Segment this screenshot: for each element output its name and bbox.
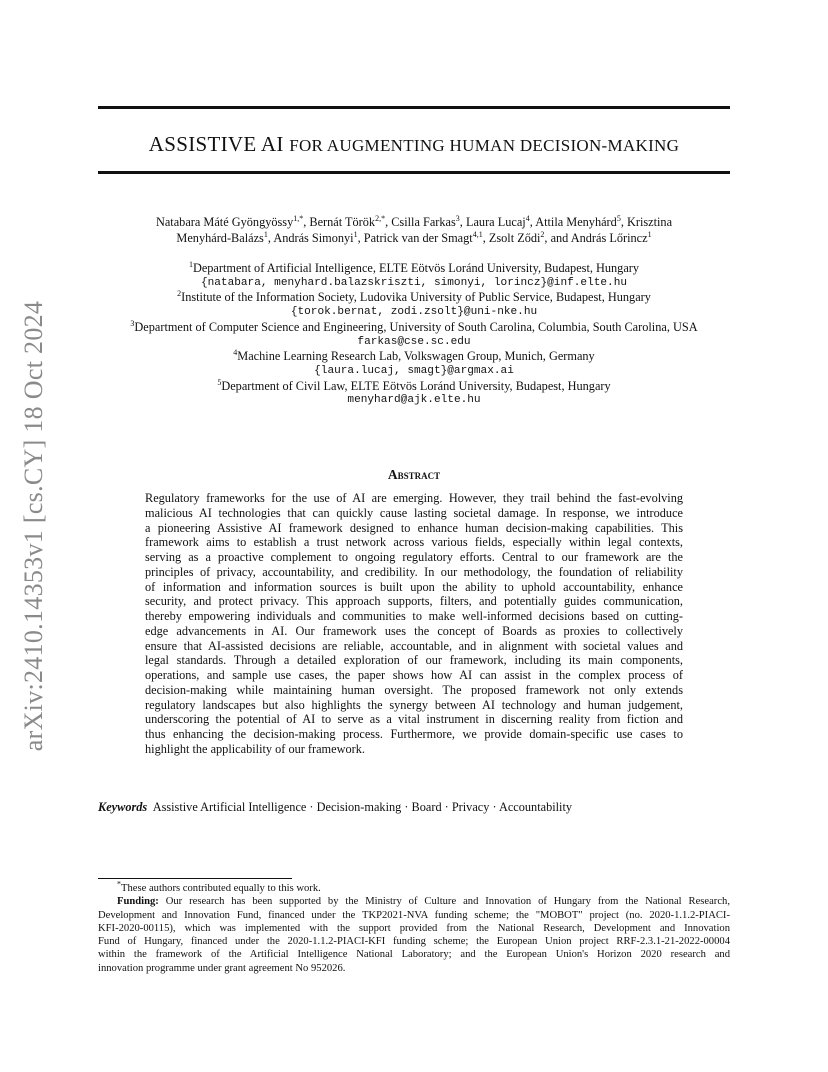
abstract-line: ensure that AI-assisted decisions are reliable, accountable, and in alignment with societal values and xyxy=(145,638,683,653)
author-name: Zsolt Ződi xyxy=(488,231,541,245)
keywords-text: Assistive Artificial Intelligence · Decision-making · Board · Privacy · Accountability xyxy=(152,800,573,814)
affiliation-email: menyhard@ajk.elte.hu xyxy=(347,394,481,407)
affiliation-mark: 1 xyxy=(188,259,193,269)
affiliation-text: Department of Computer Science and Engineering, University of South Carolina, Columbia, South Carolina, USA xyxy=(134,319,698,334)
abstract-line: underscoring the potential of AI to serve as a vital instrument in discerning reality from fiction and xyxy=(145,712,683,727)
abstract-heading: Abstract xyxy=(387,467,441,482)
author-name: Attila Menyhárd xyxy=(535,215,617,229)
author-affil-mark: 4,1 xyxy=(472,229,483,239)
author-affil-mark: 2,* xyxy=(375,213,386,223)
abstract-line: thereby empowering individuals and communities to make well-informed decisions based on cutting- xyxy=(145,609,683,623)
abstract-line: security, and protect privacy. This approach supports, filters, and potentially guides communication, xyxy=(145,594,683,609)
affiliation-name xyxy=(98,379,730,394)
author-name: András Lőrincz xyxy=(570,231,648,245)
keywords xyxy=(98,800,572,815)
affiliation-email: {natabara, menyhard.balazskriszti, simonyi, lorincz}@inf.elte.hu xyxy=(200,276,628,289)
footnote-equal-contribution xyxy=(98,879,730,895)
footnote-funding-line: Development and Innovation Fund, financed under the TKP2021-NVA funding scheme; the "MOBOT" project (no. 2020-1.1.2-PIACI- xyxy=(98,909,730,921)
author-conjunction: and xyxy=(550,231,569,245)
abstract-line: thus enhancing the decision-making process. Furthermore, we provide domain-specific use cases to xyxy=(145,727,683,741)
author-name: Bernát Török xyxy=(309,215,376,229)
author-name: Laura Lucaj xyxy=(465,215,526,229)
affiliation-text: Department of Artificial Intelligence, ELTE Eötvös Loránd University, Budapest, Hungary xyxy=(192,261,640,275)
abstract-line: decision-making while maintaining human oversight. The proposed framework not only extends xyxy=(145,682,683,697)
title-rest: FOR AUGMENTING HUMAN DECISION-MAKING xyxy=(289,136,680,155)
footnotes xyxy=(98,879,730,975)
affiliation-name xyxy=(98,290,730,305)
author-affil-mark: 1 xyxy=(353,229,358,239)
funding-text: Our research has been supported by the Ministry of Culture and Innovation of Hungary from the National Research, xyxy=(165,896,730,908)
arxiv-identifier: arXiv:2410.14353v1 [cs.CY] 18 Oct 2024 xyxy=(19,300,48,752)
author-name: Csilla Farkas xyxy=(391,215,456,229)
affiliation-email: {laura.lucaj, smagt}@argmax.ai xyxy=(314,364,514,377)
abstract-line: regulatory landscapes but also highlights the synergy between AI technology and human judgement, xyxy=(145,697,683,712)
footnote-mark: * xyxy=(117,879,121,889)
affiliation-mark: 5 xyxy=(217,377,222,387)
author-affil-mark: 2 xyxy=(540,229,545,239)
abstract-line: Regulatory frameworks for the use of AI are emerging. However, they trail behind the fast-evolving xyxy=(145,491,683,505)
abstract-line: edge advancements in AI. Our framework uses the concept of Boards as proxies to collectively xyxy=(145,623,683,638)
abstract-line: serving as a proactive complement to ongoing regulatory efforts. Central to our framework are the xyxy=(145,550,683,564)
footnote-rule xyxy=(98,878,292,879)
author-list xyxy=(98,214,730,246)
title-rule-bottom xyxy=(98,171,730,174)
affiliation-mark: 4 xyxy=(233,348,238,358)
affiliation-name xyxy=(98,320,730,335)
abstract-body xyxy=(145,491,683,757)
author-name: Menyhárd-Balázs xyxy=(176,231,264,245)
affiliation-text: Department of Civil Law, ELTE Eötvös Loránd University, Budapest, Hungary xyxy=(221,378,611,393)
affiliation-name xyxy=(98,261,730,276)
affiliation-name xyxy=(98,349,730,364)
author-affil-mark: 1,* xyxy=(293,213,304,223)
affiliation-email: farkas@cse.sc.edu xyxy=(357,335,471,348)
affiliation-list xyxy=(98,261,730,408)
author-affil-mark: 4 xyxy=(525,213,530,223)
author-name: Krisztina xyxy=(626,215,673,229)
author-name: Patrick van der Smagt xyxy=(363,231,473,245)
abstract-line: framework aims to establish a trust network across various fields, especially within legal contexts, xyxy=(145,535,683,550)
affiliation-mark: 2 xyxy=(177,289,182,299)
affiliation-text: Machine Learning Research Lab, Volkswagen Group, Munich, Germany xyxy=(237,349,595,364)
abstract-line: a pioneering Assistive AI framework designed to enhance human decision-making capabilities. This xyxy=(145,520,683,535)
abstract-line: principles of privacy, accountability, and credibility. In our methodology, the foundation of reliability xyxy=(145,564,683,579)
abstract-line: of information and information sources is built upon the ability to uphold accountability, enhance xyxy=(145,579,683,594)
footnote-funding-line: within the framework of the Artificial Intelligence National Laboratory; and the European Union's Horizon 2020 research and xyxy=(98,949,730,961)
affiliation-text: Institute of the Information Society, Ludovika University of Public Service, Budapest, Hungary xyxy=(181,290,651,305)
footnote-text: These authors contributed equally to this work. xyxy=(121,883,321,894)
abstract-line: malicious AI technologies that can quickly cause lasting societal damage. In response, we introduce xyxy=(145,505,683,520)
author-line-2: Menyhárd-Balázs$^1$, András Simonyi$^1$, Patrick van der Smagt$^{4,1}$, Zsolt Ződi$^2$, and András Lőrincz$^1$ xyxy=(176,229,652,245)
author-affil-mark: 1 xyxy=(263,229,268,239)
funding-label: Funding: xyxy=(117,896,159,908)
title-word-1-rest: SSISTIVE xyxy=(164,132,257,156)
author-affil-mark: 3 xyxy=(455,213,460,223)
title-word-2: AI xyxy=(260,132,284,156)
footnote-funding-line xyxy=(98,895,730,908)
author-name: András Simonyi xyxy=(273,231,354,245)
footnote-funding-line: Fund of Hungary, financed under the 2020-1.1.2-PIACI-KFI funding scheme; the European Union project RRF-2.3.1-21-2022-00004 xyxy=(98,936,730,948)
affiliation-mark: 3 xyxy=(130,318,135,328)
paper-title xyxy=(98,132,730,157)
author-line-1: Natabara Máté Gyöngyössy$^{1,*}$, Bernát Török$^{2,*}$, Csilla Farkas$^3$, Laura Lucaj$^4$, Attila Menyhárd$^5$, Krisztina xyxy=(155,213,673,229)
abstract-line: highlight the applicability of our framework. xyxy=(145,741,365,756)
author-name: Natabara Máté Gyöngyössy xyxy=(155,215,294,229)
author-affil-mark: 1 xyxy=(647,229,652,239)
affiliation-email: {torok.bernat, zodi.zsolt}@uni-nke.hu xyxy=(290,306,538,319)
author-affil-mark: 5 xyxy=(616,213,621,223)
title-word-1-cap: A xyxy=(148,132,165,156)
footnote-funding-line: innovation programme under grant agreement No 952026. xyxy=(98,962,346,974)
footnote-funding-line: KFI-2020-00115), which was implemented with the support provided from the National Research, Development and Innovation xyxy=(98,922,730,934)
title-rule-top xyxy=(98,106,730,109)
keywords-label: Keywords xyxy=(98,800,148,814)
abstract-line: legal standards. Through a detailed exploration of our framework, including its main components, xyxy=(145,653,683,668)
abstract-line: operations, and sample use cases, the paper shows how AI can assist in the complex process of xyxy=(145,668,683,682)
